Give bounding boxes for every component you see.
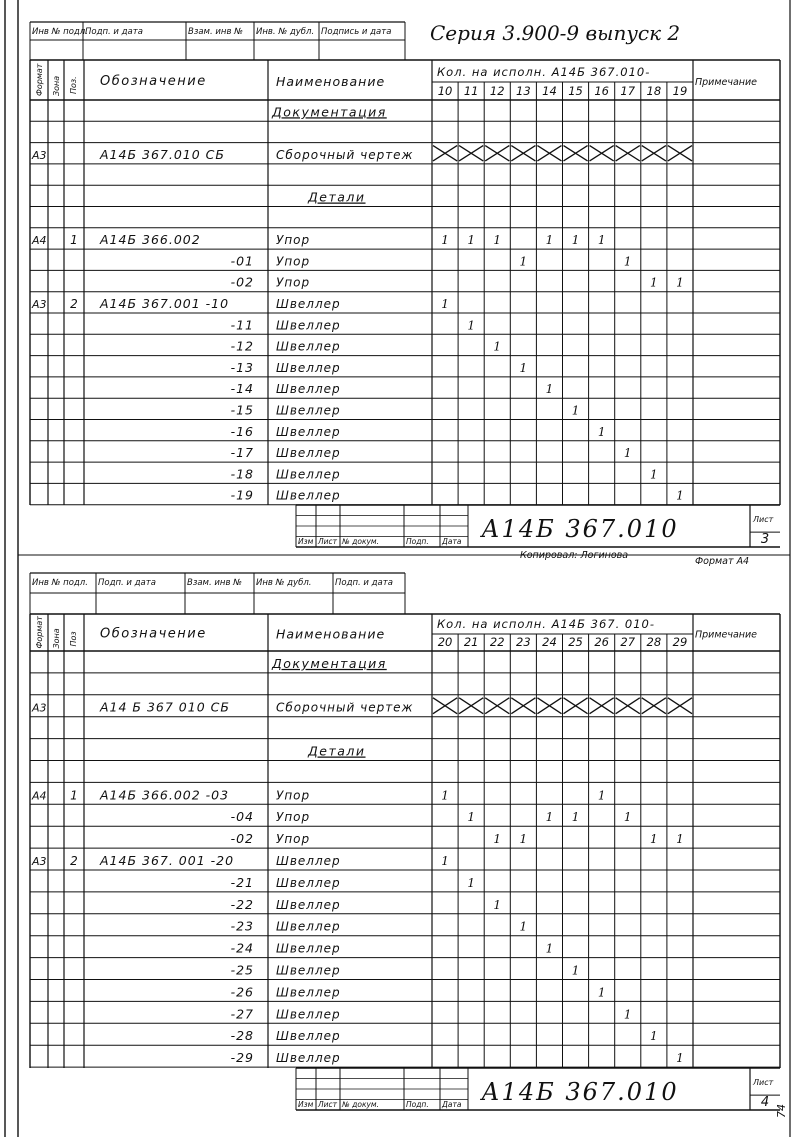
designation-cell: -22 xyxy=(230,896,254,912)
qty-cell: 1 xyxy=(676,1051,684,1066)
format-cell: А4 xyxy=(32,789,47,803)
sheet-number: 3 xyxy=(760,532,770,547)
name-cell: Швеллер xyxy=(276,875,341,890)
qty-cell: 1 xyxy=(623,810,632,825)
qty-cell: 1 xyxy=(597,985,606,1000)
qty-column-header: 25 xyxy=(568,635,583,649)
designation-cell: А14Б 367. 001 -20 xyxy=(100,853,235,868)
qty-cell: 1 xyxy=(545,382,554,397)
designation-cell: -16 xyxy=(230,423,254,439)
designation-cell: -18 xyxy=(230,466,254,482)
name-cell: Швеллер xyxy=(276,297,341,311)
designation-cell: -29 xyxy=(230,1050,254,1066)
header-note: Примечание xyxy=(695,77,758,88)
footer-label: Изм xyxy=(298,537,314,546)
qty-cell: 1 xyxy=(623,1007,632,1022)
header-qty-title: Кол. на исполн. А14Б 367. 010- xyxy=(437,617,656,631)
qty-column-header: 18 xyxy=(646,84,662,98)
qty-cell: 1 xyxy=(493,339,502,354)
qty-cell: 1 xyxy=(493,897,502,912)
qty-column-header: 14 xyxy=(542,84,557,98)
qty-cell: 1 xyxy=(545,941,554,956)
section-heading: Детали xyxy=(308,189,366,205)
qty-column-header: 22 xyxy=(489,635,505,649)
qty-column-header: 23 xyxy=(516,635,531,649)
stamp-label: Подп. и дата xyxy=(85,27,143,37)
header-name: Наименование xyxy=(276,74,386,89)
designation-cell: -11 xyxy=(230,317,254,333)
designation-cell: -13 xyxy=(230,359,254,375)
qty-cell: 1 xyxy=(650,832,658,847)
designation-cell: -17 xyxy=(230,445,254,461)
stamp-label: Взам. инв № xyxy=(187,578,243,588)
qty-cell: 1 xyxy=(467,875,475,890)
name-cell: Швеллер xyxy=(276,919,341,934)
qty-column-header: 17 xyxy=(620,84,636,98)
qty-column-header: 21 xyxy=(463,635,479,649)
format-cell: А3 xyxy=(32,855,47,868)
name-cell: Швеллер xyxy=(276,403,341,418)
footer-label: Дата xyxy=(442,1100,462,1109)
qty-column-header: 20 xyxy=(437,635,453,649)
qty-cell: 1 xyxy=(441,297,449,311)
designation-cell: -02 xyxy=(230,831,254,847)
qty-column-header: 26 xyxy=(594,635,609,649)
name-cell: Швеллер xyxy=(276,941,341,956)
qty-cell: 1 xyxy=(545,810,554,825)
name-cell: Упор xyxy=(276,254,311,269)
name-cell: Швеллер xyxy=(276,488,341,503)
name-cell: Швеллер xyxy=(276,382,341,397)
footer-label: Изм xyxy=(298,1100,314,1109)
qty-cell: 1 xyxy=(571,810,580,825)
qty-cell: 1 xyxy=(676,275,684,290)
qty-cell: 1 xyxy=(519,254,528,269)
header-designation: Обозначение xyxy=(100,74,207,89)
name-cell: Швеллер xyxy=(276,985,341,1000)
header-note: Примечание xyxy=(695,629,758,641)
qty-cell: 1 xyxy=(650,467,658,482)
designation-cell: -14 xyxy=(230,381,254,397)
qty-cell: 1 xyxy=(597,233,606,248)
qty-cell: 1 xyxy=(441,854,449,868)
name-cell: Упор xyxy=(276,832,311,847)
name-cell: Швеллер xyxy=(276,897,341,912)
qty-cell: 1 xyxy=(493,832,502,847)
footer-label: Лист xyxy=(318,1100,338,1109)
qty-column-header: 13 xyxy=(516,84,531,98)
header-zone: Зона xyxy=(52,75,61,96)
header-designation: Обозначение xyxy=(100,626,207,642)
header-format: Формат xyxy=(35,616,44,649)
designation-cell: А14Б 367.001 -10 xyxy=(100,296,230,311)
designation-cell: -23 xyxy=(230,918,254,934)
qty-cell: 1 xyxy=(623,446,632,461)
qty-cell: 1 xyxy=(597,424,606,439)
designation-cell: -27 xyxy=(230,1006,254,1022)
designation-cell: А14Б 366.002 xyxy=(100,232,201,248)
qty-cell: 1 xyxy=(467,810,475,825)
designation-cell: -28 xyxy=(230,1028,254,1044)
sheet-label: Лист xyxy=(753,1078,774,1087)
designation-cell: -26 xyxy=(230,984,254,1000)
stamp-label: Подп. и дата xyxy=(335,578,393,588)
drawing-code: А14Б 367.010 xyxy=(481,1078,679,1106)
designation-cell: А14 Б 367 010 СБ xyxy=(100,699,230,715)
qty-column-header: 10 xyxy=(437,84,453,98)
qty-cell: 1 xyxy=(519,360,528,375)
qty-cell: 1 xyxy=(676,832,684,847)
qty-column-header: 12 xyxy=(489,84,505,98)
qty-cell: 1 xyxy=(571,233,580,248)
copied-by: Копировал: Логинова xyxy=(520,550,629,561)
name-cell: Швеллер xyxy=(276,1029,341,1044)
stamp-label: Инв № дубл. xyxy=(256,578,312,588)
name-cell: Сборочный чертеж xyxy=(276,147,414,162)
name-cell: Упор xyxy=(276,233,311,248)
drawing-code: А14Б 367.010 xyxy=(481,515,679,543)
position-cell: 2 xyxy=(70,297,78,311)
name-cell: Швеллер xyxy=(276,1007,341,1022)
name-cell: Сборочный чертеж xyxy=(276,700,414,715)
name-cell: Швеллер xyxy=(276,1051,341,1066)
qty-column-header: 29 xyxy=(672,635,688,649)
designation-cell: -04 xyxy=(230,809,254,825)
designation-cell: -12 xyxy=(230,338,254,354)
footer-label: № докум. xyxy=(342,537,379,546)
designation-cell: -19 xyxy=(230,487,254,503)
qty-cell: 1 xyxy=(571,963,580,978)
name-cell: Упор xyxy=(276,788,311,803)
position-cell: 1 xyxy=(70,788,78,803)
designation-cell: А14Б 366.002 -03 xyxy=(100,787,230,803)
qty-column-header: 15 xyxy=(568,84,583,98)
footer-label: № докум. xyxy=(342,1100,379,1109)
header-pos: Поз xyxy=(69,631,78,647)
name-cell: Упор xyxy=(276,275,311,290)
name-cell: Швеллер xyxy=(276,360,341,375)
stamp-label: Подп. и дата xyxy=(98,578,156,588)
format-cell: А3 xyxy=(32,701,47,715)
section-heading: Документация xyxy=(272,655,387,671)
name-cell: Швеллер xyxy=(276,318,341,333)
name-cell: Швеллер xyxy=(276,963,341,978)
stamp-label: Инв. № дубл. xyxy=(256,27,315,37)
qty-cell: 1 xyxy=(441,788,449,803)
designation-cell: -15 xyxy=(230,402,254,418)
header-format: Формат xyxy=(35,63,44,96)
stamp-label: Взам. инв № xyxy=(188,27,244,37)
qty-cell: 1 xyxy=(650,275,658,290)
qty-cell: 1 xyxy=(467,233,475,248)
section-heading: Детали xyxy=(308,743,366,759)
qty-cell: 1 xyxy=(597,788,606,803)
stamp-label: Инв № подл. xyxy=(32,578,88,588)
designation-cell: А14Б 367.010 СБ xyxy=(100,146,225,162)
name-cell: Швеллер xyxy=(276,424,341,439)
qty-column-header: 27 xyxy=(620,635,636,649)
header-zone: Зона xyxy=(52,628,61,649)
qty-cell: 1 xyxy=(467,318,475,333)
footer-label: Лист xyxy=(318,537,338,546)
format-note: Формат А4 xyxy=(695,556,750,567)
sheet-number: 4 xyxy=(760,1095,770,1110)
qty-column-header: 11 xyxy=(463,84,479,98)
stamp-label: Подпись и дата xyxy=(321,27,392,37)
qty-cell: 1 xyxy=(519,832,528,847)
designation-cell: -24 xyxy=(230,940,254,956)
designation-cell: -02 xyxy=(230,274,254,290)
format-cell: А3 xyxy=(32,298,47,311)
sheet-label: Лист xyxy=(753,515,774,524)
header-name: Наименование xyxy=(276,626,386,642)
footer-label: Подп. xyxy=(406,1100,429,1109)
qty-cell: 1 xyxy=(571,403,580,418)
designation-cell: -01 xyxy=(230,253,254,269)
name-cell: Швеллер xyxy=(276,854,341,868)
margin-number: 74 xyxy=(775,1104,788,1118)
qty-cell: 1 xyxy=(493,233,502,248)
format-cell: А3 xyxy=(32,148,47,162)
format-cell: А4 xyxy=(32,234,47,248)
series-note: Серия 3.900-9 выпуск 2 xyxy=(430,21,681,45)
qty-column-header: 24 xyxy=(542,635,557,649)
header-pos: Поз. xyxy=(69,76,78,94)
qty-column-header: 19 xyxy=(672,84,688,98)
name-cell: Швеллер xyxy=(276,446,341,461)
position-cell: 1 xyxy=(70,233,78,248)
header-qty-title: Кол. на исполн. А14Б 367.010- xyxy=(437,65,651,79)
designation-cell: -25 xyxy=(230,962,254,978)
qty-cell: 1 xyxy=(650,1029,658,1044)
qty-cell: 1 xyxy=(676,488,684,503)
qty-cell: 1 xyxy=(545,233,554,248)
name-cell: Швеллер xyxy=(276,467,341,482)
section-heading: Документация xyxy=(272,104,387,120)
footer-label: Подп. xyxy=(406,537,429,546)
name-cell: Упор xyxy=(276,810,311,825)
qty-cell: 1 xyxy=(623,254,632,269)
qty-column-header: 28 xyxy=(646,635,662,649)
name-cell: Швеллер xyxy=(276,339,341,354)
qty-column-header: 16 xyxy=(594,84,609,98)
position-cell: 2 xyxy=(70,854,78,868)
qty-cell: 1 xyxy=(441,233,449,248)
qty-cell: 1 xyxy=(519,919,528,934)
stamp-label: Инв № подл. xyxy=(32,27,88,37)
designation-cell: -21 xyxy=(230,874,254,890)
footer-label: Дата xyxy=(442,537,462,546)
